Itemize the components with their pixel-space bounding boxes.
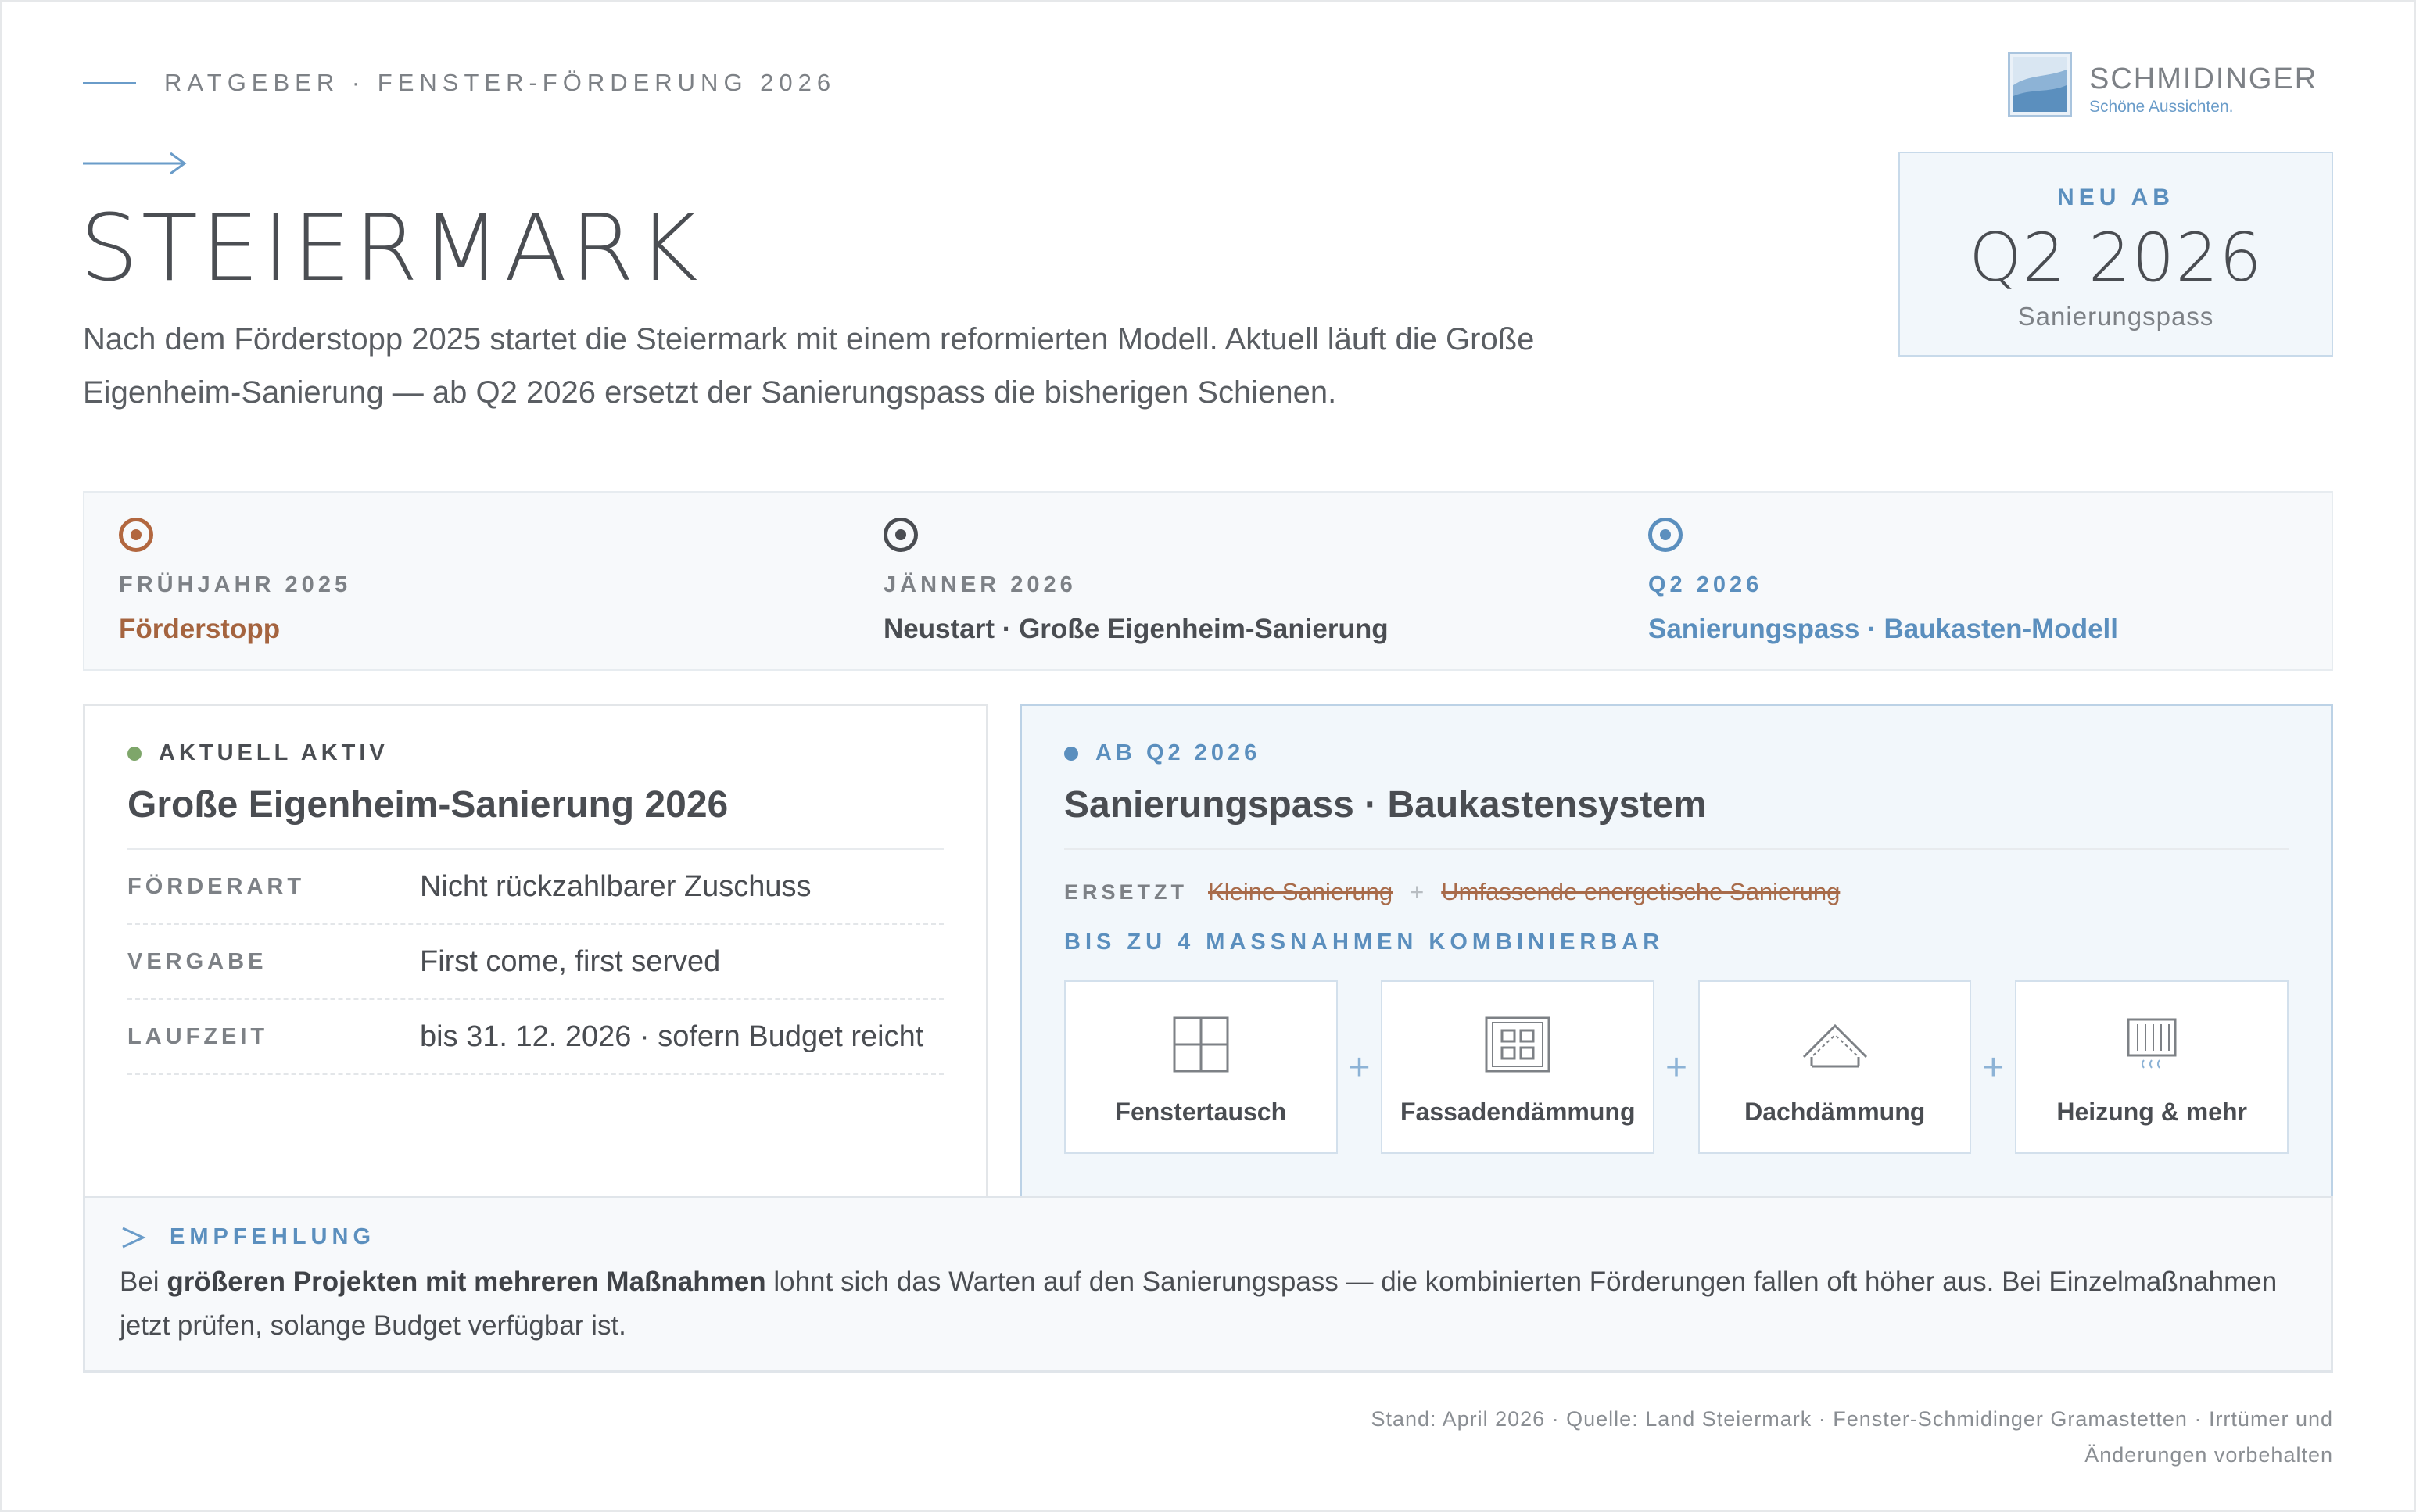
status-dot-icon — [127, 747, 142, 761]
detail-row — [127, 925, 944, 1000]
window-icon — [1171, 1015, 1231, 1074]
plus-separator: + — [1982, 1046, 2005, 1088]
measure-tile-dachdaemmung — [1698, 980, 1972, 1154]
status-badge — [127, 740, 944, 766]
lead-paragraph: Nach dem Förderstopp 2025 startet die Steiermark mit einem reformierten Modell. Aktuell läuft die Große Eigenheim-Sanierung — ab Q2 2026 ersetzt der Sanierungspass die bisherigen Schienen. — [83, 322, 1535, 410]
arrow-right-icon — [83, 150, 189, 177]
facade-icon — [1485, 1015, 1550, 1074]
status-dot-icon — [1064, 747, 1078, 761]
company-logo — [2008, 52, 2317, 117]
replaced-program: Kleine Sanierung — [1208, 878, 1393, 905]
measure-label: Dachdämmung — [1744, 1098, 1926, 1126]
measure-tile-fenstertausch — [1064, 980, 1338, 1154]
chevron-right-icon — [120, 1226, 146, 1249]
eyebrow — [83, 69, 836, 97]
highlight-label: NEU AB — [2057, 185, 2174, 210]
timeline-label: Sanierungspass · Baukasten-Modell — [1648, 614, 2118, 644]
replaces-label: ERSETZT — [1064, 880, 1188, 904]
card-title: Sanierungspass · Baukastensystem — [1064, 783, 2289, 850]
heater-icon — [2122, 1015, 2181, 1074]
recommendation-text-emphasis: größeren Projekten mit mehreren Maßnahmen — [167, 1267, 766, 1297]
measure-label: Fenstertausch — [1115, 1098, 1287, 1126]
eyebrow-rule — [83, 82, 136, 84]
timeline-dot-icon — [119, 518, 153, 552]
detail-value: First come, first served — [420, 944, 721, 978]
measure-label: Heizung & mehr — [2056, 1098, 2247, 1126]
recommendation-title: EMPFEHLUNG — [170, 1224, 375, 1249]
combo-label: BIS ZU 4 MASSNAHMEN KOMBINIERBAR — [1064, 930, 1665, 955]
highlight-value: Q2 2026 — [1969, 219, 2263, 297]
page-title: STEIERMARK — [80, 194, 701, 302]
recommendation-text-start: Bei — [120, 1267, 167, 1297]
detail-row — [127, 1000, 944, 1075]
logo-mark-icon — [2008, 52, 2072, 117]
current-program-card — [83, 704, 988, 1199]
status-text: AKTUELL AKTIV — [159, 740, 389, 765]
logo-name: SCHMIDINGER — [2089, 63, 2318, 95]
timeline-date: Q2 2026 — [1648, 572, 1763, 597]
timeline-step-fruehjahr-2025 — [119, 518, 351, 645]
timeline — [83, 491, 2333, 671]
recommendation-text — [120, 1260, 2301, 1348]
footer-line: Stand: April 2026 · Quelle: Land Steiermark · Fenster-Schmidinger Gramastetten · Irrtümer und — [1371, 1407, 2333, 1431]
card-title: Große Eigenheim-Sanierung 2026 — [127, 783, 944, 850]
plus-separator: + — [1348, 1046, 1371, 1088]
measure-tile-heizung — [2015, 980, 2289, 1154]
upcoming-program-card — [1020, 704, 2333, 1199]
recommendation-text-end: lohnt sich das Warten auf den Sanierungspass — die kombinierten Förderungen fallen oft höher aus. Bei Einzelmaßnahmen jetzt prüfen, solange Budget verfügbar ist. — [120, 1267, 2278, 1341]
logo-tagline: Schöne Aussichten. — [2089, 98, 2234, 116]
footer-note — [1238, 1401, 2333, 1473]
status-text: AB Q2 2026 — [1095, 740, 1261, 765]
timeline-date: FRÜHJAHR 2025 — [119, 572, 352, 597]
timeline-step-jaenner-2026 — [884, 518, 1389, 645]
plus-separator: + — [1665, 1046, 1687, 1088]
timeline-dot-icon — [884, 518, 918, 552]
measure-label: Fassadendämmung — [1400, 1098, 1636, 1126]
timeline-label: Neustart · Große Eigenheim-Sanierung — [884, 614, 1389, 644]
detail-key: LAUFZEIT — [127, 1023, 269, 1049]
timeline-label: Förderstopp — [119, 614, 281, 644]
eyebrow-text: RATGEBER · FENSTER-FÖRDERUNG 2026 — [164, 69, 837, 96]
status-badge — [1064, 740, 2289, 766]
detail-row — [127, 850, 944, 925]
timeline-date: JÄNNER 2026 — [884, 572, 1077, 597]
footer-line: Änderungen vorbehalten — [2084, 1443, 2333, 1467]
roof-icon — [1801, 1015, 1869, 1074]
recommendation-box — [83, 1196, 2333, 1373]
recommendation-header — [120, 1224, 375, 1250]
detail-key: FÖRDERART — [127, 873, 306, 899]
highlight-sub: Sanierungspass — [2017, 302, 2214, 331]
replaced-program: Umfassende energetische Sanierung — [1441, 878, 1841, 905]
detail-key: VERGABE — [127, 948, 267, 974]
timeline-step-q2-2026 — [1648, 518, 2118, 645]
replaces-row — [1064, 878, 2289, 906]
detail-value: bis 31. 12. 2026 · sofern Budget reicht — [420, 1019, 924, 1053]
timeline-dot-icon — [1648, 518, 1683, 552]
highlight-box — [1898, 152, 2333, 357]
measures-row — [1064, 980, 2289, 1154]
plus-separator: + — [1410, 878, 1425, 905]
measure-tile-fassadendaemmung — [1381, 980, 1654, 1154]
detail-value: Nicht rückzahlbarer Zuschuss — [420, 869, 812, 903]
